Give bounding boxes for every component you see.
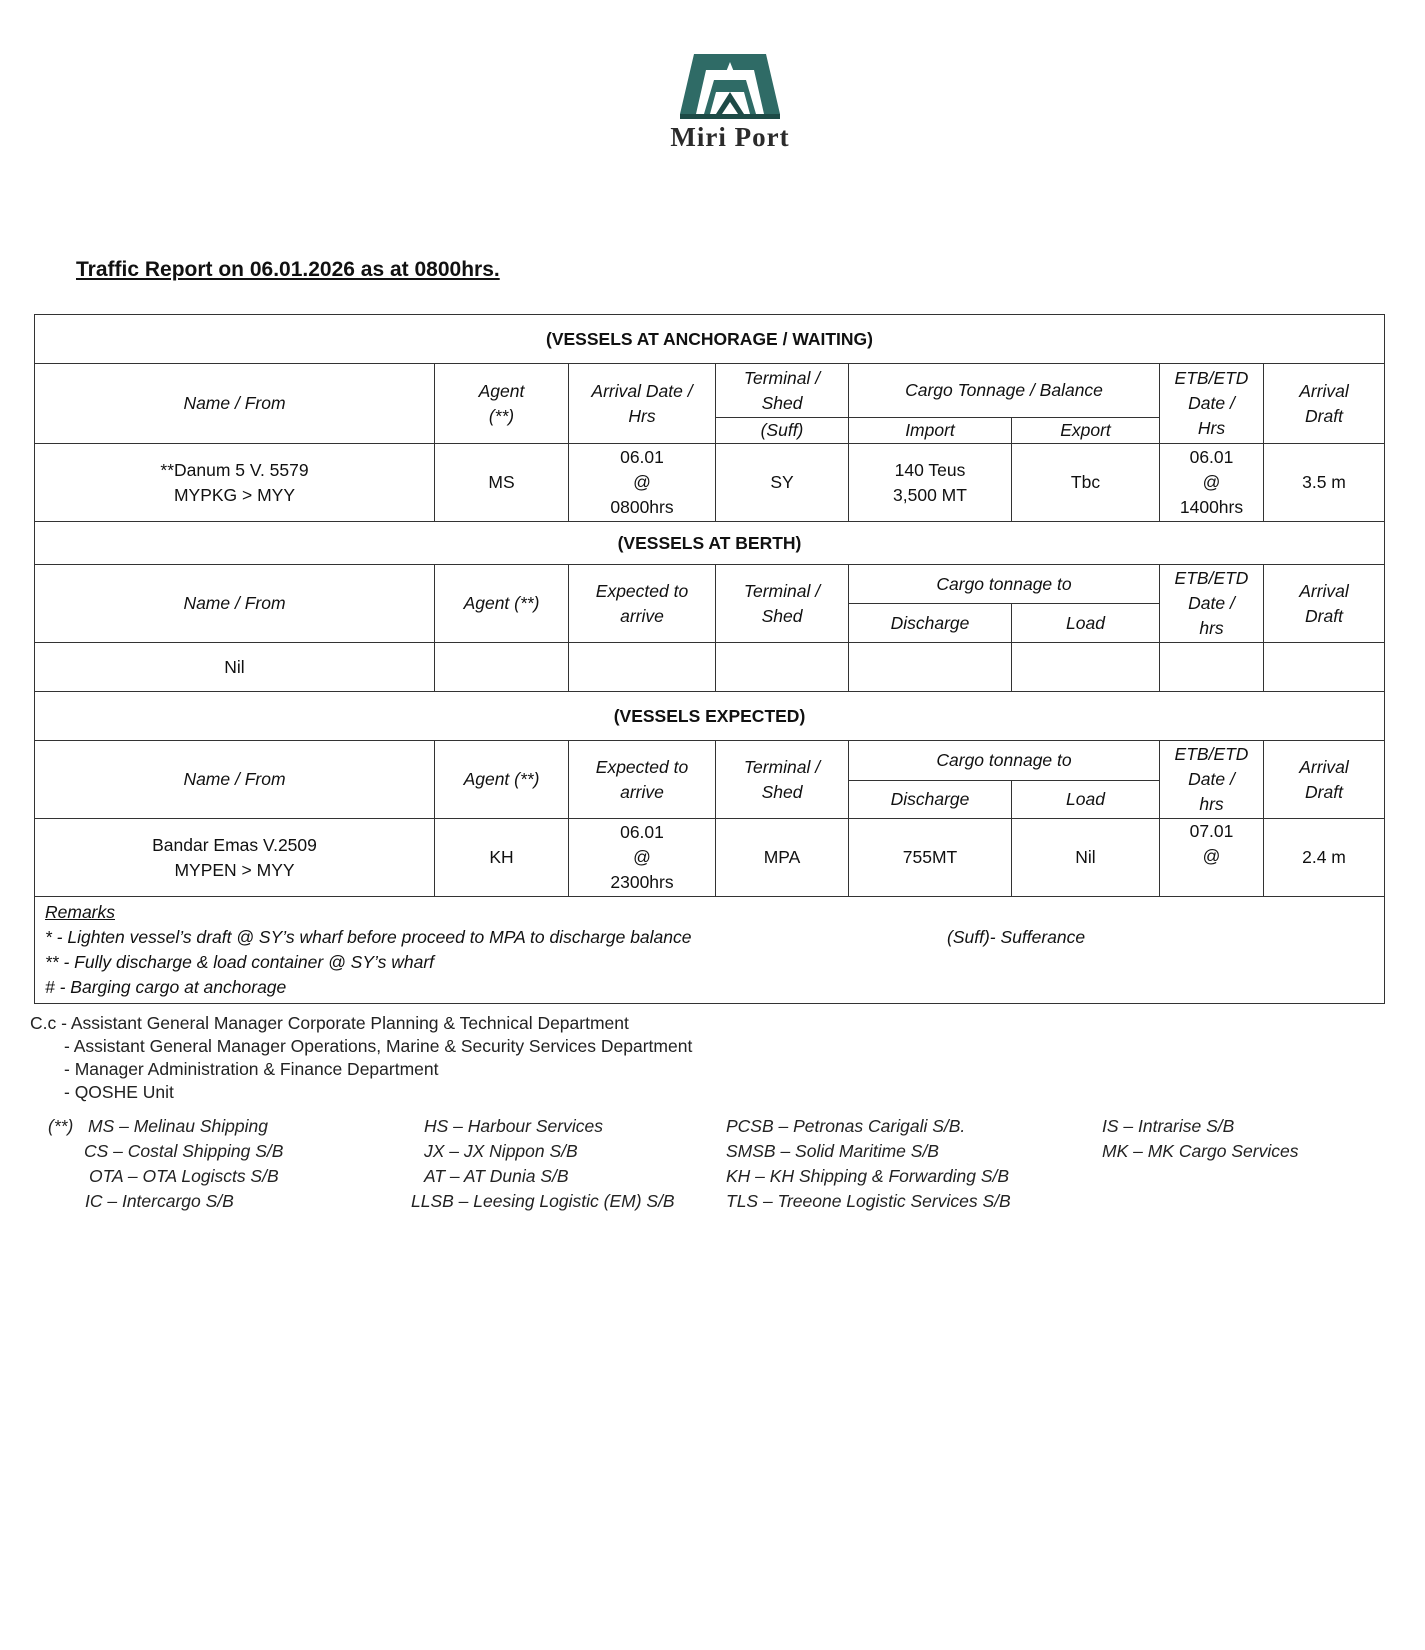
table-row <box>35 444 1385 522</box>
expected-header-expected <box>569 741 716 819</box>
agent-item: LLSB – Leesing Logistic (EM) S/B <box>411 1191 675 1211</box>
expected-header-name: Name / From <box>35 741 435 819</box>
berth-header-expected-line1: Expected to <box>595 580 689 601</box>
remarks-line-3: # - Barging cargo at anchorage <box>45 977 287 997</box>
anchorage-export: Tbc <box>1012 444 1160 522</box>
anchorage-vessel-name <box>35 444 435 522</box>
anchorage-vessel-route: MYPKG > MYY <box>173 484 296 505</box>
expected-agent: KH <box>435 819 569 897</box>
anchorage-import-teus: 140 Teus <box>894 459 966 480</box>
anchorage-arrival-time: 0800hrs <box>610 497 674 517</box>
anchorage-draft: 3.5 m <box>1264 444 1385 522</box>
anchorage-etb-at: @ <box>1202 472 1221 492</box>
anchorage-header-etb-line3: Hrs <box>1197 418 1226 438</box>
anchorage-header-terminal-line2: Shed <box>761 392 803 413</box>
agent-item: SMSB – Solid Maritime S/B <box>726 1141 939 1161</box>
report-title: Traffic Report on 06.01.2026 as at 0800hrs. <box>76 258 500 281</box>
agent-item: OTA – OTA Logiscts S/B <box>89 1166 279 1186</box>
berth-header-discharge: Discharge <box>849 604 1012 643</box>
anchorage-header-name: Name / From <box>35 364 435 444</box>
agent-item: AT – AT Dunia S/B <box>424 1166 569 1186</box>
berth-header-draft <box>1264 565 1385 643</box>
berth-header-expected-line2: arrive <box>620 605 664 626</box>
anchorage-header-etb-line1: ETB/ETD <box>1174 368 1249 388</box>
berth-header-terminal-line2: Shed <box>761 605 803 626</box>
berth-header-draft-line1: Arrival <box>1299 580 1349 601</box>
anchorage-header-terminal <box>716 364 849 418</box>
berth-header-etb <box>1160 565 1264 643</box>
anchorage-terminal: SY <box>716 444 849 522</box>
cc-line-3: - Manager Administration & Finance Department <box>64 1059 439 1079</box>
anchorage-etb-date: 06.01 <box>1189 447 1234 467</box>
miri-port-logo <box>660 48 800 158</box>
berth-discharge <box>849 643 1012 692</box>
berth-header-terminal <box>716 565 849 643</box>
expected-vessel-route: MYPEN > MYY <box>174 859 295 880</box>
agent-item: TLS – Treeone Logistic Services S/B <box>726 1191 1011 1211</box>
expected-header-expected-line1: Expected to <box>595 756 689 777</box>
agent-item: PCSB – Petronas Carigali S/B. <box>726 1116 966 1136</box>
miri-port-emblem-icon <box>674 48 786 120</box>
expected-header-cargo: Cargo tonnage to <box>849 741 1160 781</box>
agent-item: IC – Intercargo S/B <box>85 1191 234 1211</box>
agent-item: JX – JX Nippon S/B <box>424 1141 578 1161</box>
expected-header-draft-line2: Draft <box>1305 781 1343 802</box>
agent-legend-prefix: (**) <box>48 1116 74 1136</box>
expected-arrive-time: 2300hrs <box>610 872 674 892</box>
anchorage-header-export: Export <box>1012 418 1160 444</box>
anchorage-vessel-name-line1: **Danum 5 V. 5579 <box>160 459 309 480</box>
anchorage-header-agent-line2: (**) <box>488 405 515 426</box>
anchorage-header-etb-line2: Date / <box>1188 393 1235 413</box>
anchorage-header-arrival-line2: Hrs <box>628 405 656 426</box>
expected-header-expected-line2: arrive <box>620 781 664 802</box>
berth-agent <box>435 643 569 692</box>
expected-terminal: MPA <box>716 819 849 897</box>
cc-line-4: - QOSHE Unit <box>64 1082 174 1102</box>
traffic-report-table <box>34 314 1385 1004</box>
cc-line-1: C.c - Assistant General Manager Corporate Planning & Technical Department <box>30 1013 629 1033</box>
agent-item: MK – MK Cargo Services <box>1102 1141 1299 1161</box>
berth-header-name: Name / From <box>35 565 435 643</box>
berth-header-draft-line2: Draft <box>1305 605 1343 626</box>
anchorage-header-cargo: Cargo Tonnage / Balance <box>849 364 1160 418</box>
anchorage-header-suff: (Suff) <box>716 418 849 444</box>
expected-header-etb <box>1160 741 1264 819</box>
expected-load: Nil <box>1012 819 1160 897</box>
agent-item: KH – KH Shipping & Forwarding S/B <box>726 1166 1010 1186</box>
expected-header-load: Load <box>1012 781 1160 819</box>
anchorage-section-title: (VESSELS AT ANCHORAGE / WAITING) <box>35 315 1385 364</box>
anchorage-header-etb <box>1160 364 1264 444</box>
expected-vessel-name-line1: Bandar Emas V.2509 <box>152 834 317 855</box>
berth-load <box>1012 643 1160 692</box>
anchorage-header-draft-line1: Arrival <box>1299 380 1349 401</box>
table-row <box>35 643 1385 692</box>
berth-expected <box>569 643 716 692</box>
berth-header-agent: Agent (**) <box>435 565 569 643</box>
berth-header-etb-line2: Date / <box>1188 593 1235 613</box>
anchorage-etb-time: 1400hrs <box>1179 497 1244 517</box>
expected-draft: 2.4 m <box>1264 819 1385 897</box>
remarks-suff-note: (Suff)- Sufferance <box>947 927 1086 947</box>
agent-item: CS – Costal Shipping S/B <box>84 1141 284 1161</box>
expected-discharge: 755MT <box>849 819 1012 897</box>
expected-header-draft <box>1264 741 1385 819</box>
expected-header-terminal-line2: Shed <box>761 781 803 802</box>
expected-etb <box>1160 819 1264 897</box>
expected-etb-date: 07.01 <box>1189 821 1234 841</box>
anchorage-import-mt: 3,500 MT <box>893 484 967 505</box>
berth-section-title: (VESSELS AT BERTH) <box>35 522 1385 565</box>
anchorage-agent: MS <box>435 444 569 522</box>
remarks-box <box>35 897 1385 1004</box>
anchorage-header-arrival-line1: Arrival Date / <box>591 380 693 401</box>
anchorage-arrival-date: 06.01 <box>620 447 664 467</box>
expected-header-agent: Agent (**) <box>435 741 569 819</box>
anchorage-etb <box>1160 444 1264 522</box>
remarks-line-2: ** - Fully discharge & load container @ SY’s wharf <box>45 952 435 972</box>
expected-arrive-date: 06.01 <box>620 822 664 842</box>
expected-header-etb-line3: hrs <box>1199 794 1224 814</box>
expected-arrive <box>569 819 716 897</box>
anchorage-header-import: Import <box>849 418 1012 444</box>
anchorage-header-agent-line1: Agent <box>478 380 525 401</box>
anchorage-header-terminal-line1: Terminal / <box>743 367 821 388</box>
anchorage-arrival-at: @ <box>633 472 651 492</box>
berth-terminal <box>716 643 849 692</box>
berth-vessel-name: Nil <box>35 643 435 692</box>
cc-list <box>30 1012 692 1104</box>
expected-header-terminal-line1: Terminal / <box>743 756 821 777</box>
expected-header-etb-line2: Date / <box>1188 769 1235 789</box>
remarks-line-1: * - Lighten vessel’s draft @ SY’s wharf before proceed to MPA to discharge balance <box>45 927 692 947</box>
anchorage-import <box>849 444 1012 522</box>
berth-draft <box>1264 643 1385 692</box>
agent-item: IS – Intrarise S/B <box>1102 1116 1235 1136</box>
table-row <box>35 819 1385 897</box>
expected-etb-at: @ <box>1202 846 1221 866</box>
cc-line-2: - Assistant General Manager Operations, Marine & Security Services Department <box>64 1036 693 1056</box>
anchorage-arrival <box>569 444 716 522</box>
anchorage-header-draft <box>1264 364 1385 444</box>
berth-header-expected <box>569 565 716 643</box>
expected-header-draft-line1: Arrival <box>1299 756 1349 777</box>
berth-header-load: Load <box>1012 604 1160 643</box>
berth-header-etb-line1: ETB/ETD <box>1174 568 1249 588</box>
berth-etb <box>1160 643 1264 692</box>
anchorage-header-arrival <box>569 364 716 444</box>
expected-header-etb-line1: ETB/ETD <box>1174 744 1249 764</box>
remarks-title: Remarks <box>45 902 116 922</box>
logo-text: Miri Port <box>670 122 790 152</box>
berth-header-etb-line3: hrs <box>1199 618 1224 638</box>
expected-header-terminal <box>716 741 849 819</box>
agent-item: HS – Harbour Services <box>424 1116 603 1136</box>
berth-header-terminal-line1: Terminal / <box>743 580 821 601</box>
expected-vessel-name <box>35 819 435 897</box>
berth-header-cargo: Cargo tonnage to <box>849 565 1160 604</box>
expected-arrive-at: @ <box>633 847 651 867</box>
expected-header-discharge: Discharge <box>849 781 1012 819</box>
agent-item: MS – Melinau Shipping <box>88 1116 268 1136</box>
anchorage-header-agent <box>435 364 569 444</box>
expected-section-title: (VESSELS EXPECTED) <box>35 692 1385 741</box>
anchorage-header-draft-line2: Draft <box>1305 405 1343 426</box>
